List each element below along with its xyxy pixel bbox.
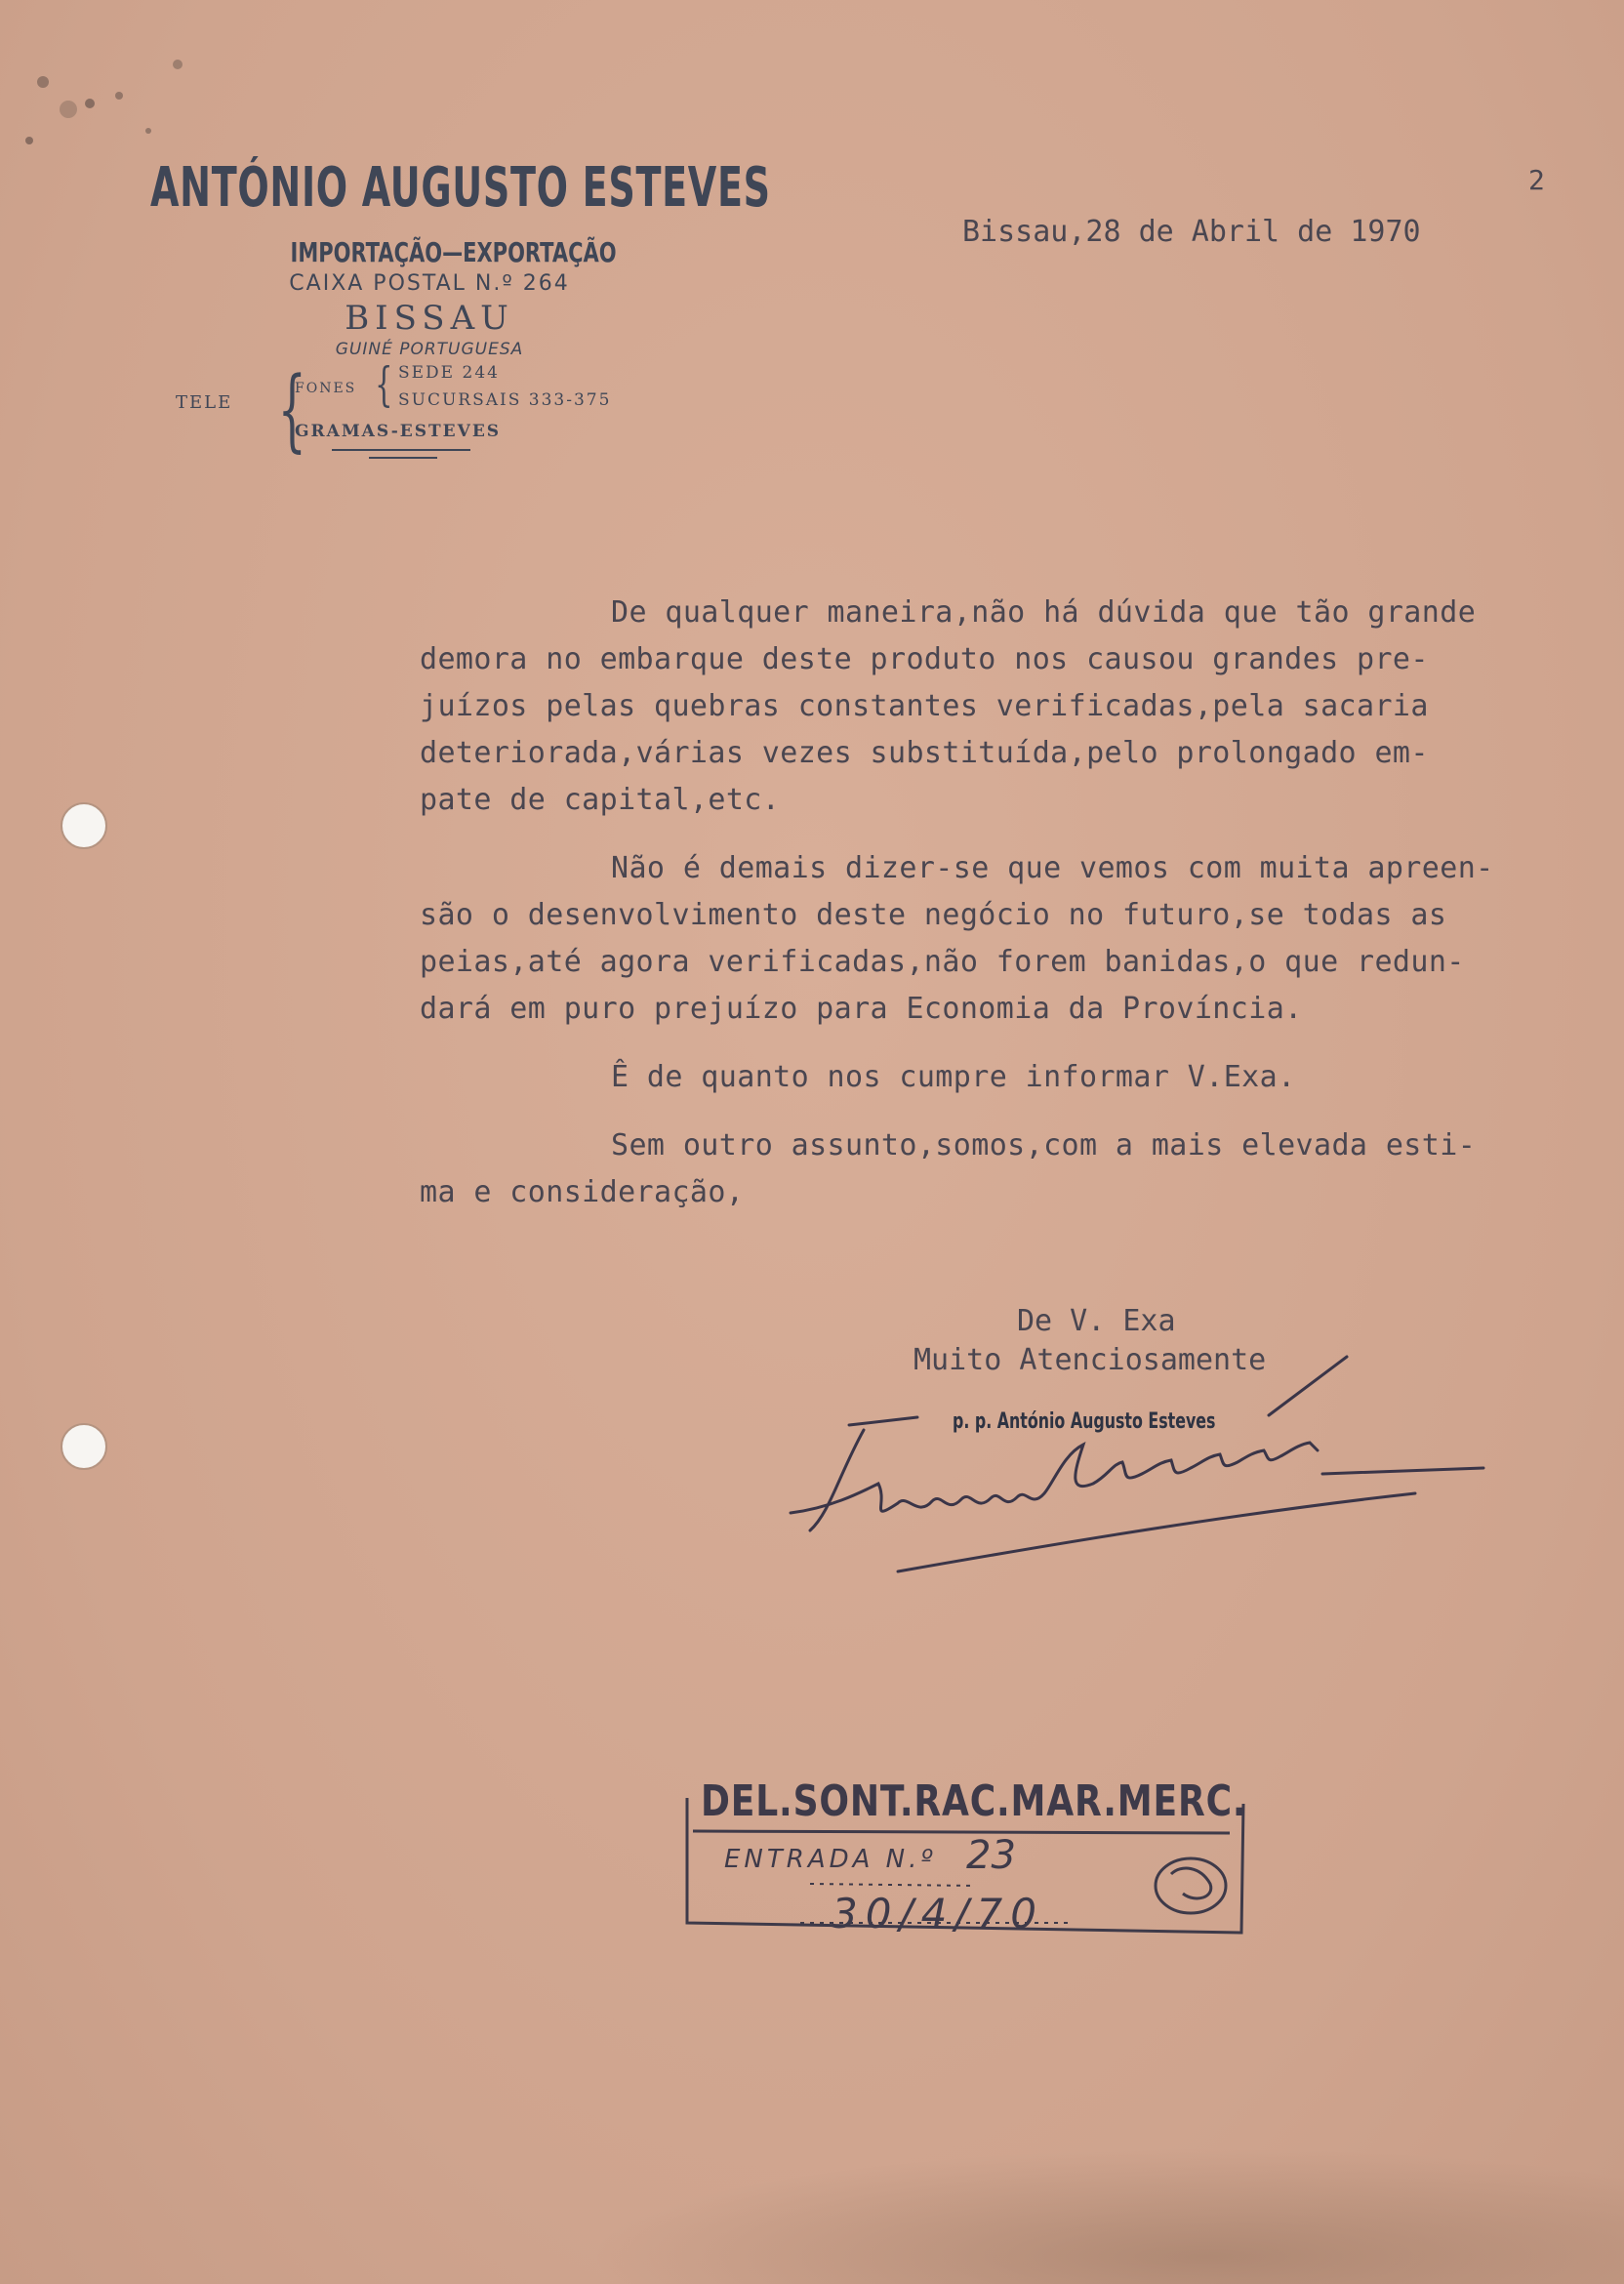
body-line: ma e consideração, — [420, 1175, 745, 1209]
stamp-entry-number: 23 — [966, 1833, 1016, 1878]
dateline: Bissau,28 de Abril de 1970 — [962, 215, 1421, 249]
punch-hole-top — [61, 802, 107, 849]
body-line: pate de capital,etc. — [420, 783, 781, 817]
closing-line: Muito Atenciosamente — [914, 1343, 1267, 1377]
fones-label: FONES — [295, 381, 357, 396]
po-box: CAIXA POSTAL N.º 264 — [289, 271, 570, 296]
page-number: 2 — [1528, 164, 1545, 196]
body-line: demora no embarque deste produto nos causou grandes pre- — [420, 642, 1429, 676]
letter-body — [420, 590, 1571, 1216]
stamp-title: DEL.SONT.RAC.MAR.MERC. — [701, 1776, 1247, 1826]
company-region: GUINÉ PORTUGUESA — [335, 340, 524, 359]
brace-icon: { — [277, 357, 306, 462]
telegram-address: GRAMAS-ESTEVES — [295, 422, 502, 441]
tele-label: TELE — [176, 392, 233, 413]
rust-spots — [21, 53, 197, 160]
body-line: juízos pelas quebras constantes verificadas,pela sacaria — [420, 689, 1429, 723]
punch-hole-bottom — [61, 1423, 107, 1470]
letterhead-rule — [332, 449, 470, 451]
phone-sede: SEDE 244 — [398, 363, 500, 383]
brace-icon: { — [375, 357, 393, 412]
company-activity: IMPORTAÇÃO—EXPORTAÇÃO — [290, 236, 617, 268]
pp-signature-stamp: p. p. António Augusto Esteves — [953, 1409, 1216, 1434]
handwritten-signature — [771, 1337, 1493, 1581]
company-city: BISSAU — [345, 299, 514, 338]
body-line: De qualquer maneira,não há dúvida que tão grande — [611, 595, 1477, 630]
body-line: peias,até agora verificadas,não forem banidas,o que redun- — [420, 945, 1465, 979]
paper-stain — [586, 2147, 1624, 2284]
body-line: Ê de quanto nos cumpre informar V.Exa. — [611, 1060, 1296, 1094]
body-line: dará em puro prejuízo para Economia da Província. — [420, 992, 1303, 1026]
body-line: Não é demais dizer-se que vemos com muita apreen- — [611, 851, 1494, 885]
closing-line: De V. Exa — [1017, 1304, 1176, 1338]
letterhead-rule — [369, 457, 437, 459]
stamp-date: 30/4/70 — [832, 1890, 1044, 1937]
body-line: Sem outro assunto,somos,com a mais elevada esti- — [611, 1128, 1477, 1162]
phone-sucursais: SUCURSAIS 333-375 — [398, 390, 612, 410]
body-line: são o desenvolvimento deste negócio no futuro,se todas as — [420, 898, 1447, 932]
company-name: ANTÓNIO AUGUSTO ESTEVES — [150, 156, 771, 220]
stamp-entrada-label: ENTRADA N.º — [724, 1845, 937, 1874]
body-line: deteriorada,várias vezes substituída,pelo prolongado em- — [420, 736, 1429, 770]
registry-stamp — [683, 1776, 1249, 1952]
